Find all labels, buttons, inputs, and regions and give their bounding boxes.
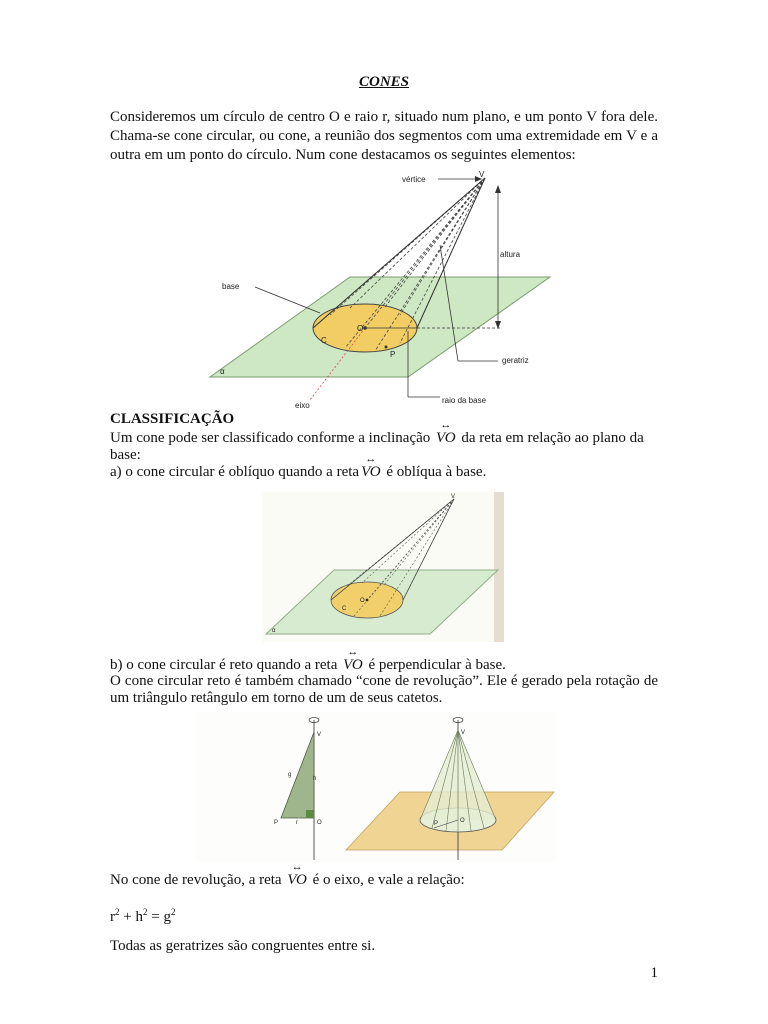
intro-paragraph: Consideremos um círculo de centro O e raio r, situado num plano, e um ponto V fora dele. Chama-se cone circular, ou cone, a reunião dos segmentos com uma extremidade em V e a outra em um ponto do círculo. Num cone destacamos os seguintes elementos: — [110, 109, 658, 163]
classification-text-b: da reta em relação ao plano da — [461, 430, 644, 446]
h-label: h — [313, 776, 317, 782]
revolution-text-b: é o eixo, e vale a relação: — [312, 872, 465, 888]
alpha-label: α — [220, 367, 225, 376]
v-label: V — [451, 494, 456, 500]
o-label: O — [317, 820, 322, 826]
p-label: P — [390, 350, 396, 359]
right-cone-text-a: b) o cone circular é reto quando a reta — [110, 657, 338, 673]
g-label: g — [288, 772, 292, 778]
revolution-line — [110, 861, 465, 890]
v-label: V — [479, 170, 485, 179]
o-label: O — [360, 598, 365, 604]
r-label: r — [296, 820, 298, 826]
generatrix-label: geratriz — [502, 356, 529, 365]
v-label-cone: V — [461, 730, 466, 736]
radius-label: raio da base — [442, 396, 487, 405]
o-label-cone: O — [460, 818, 465, 824]
height-label: altura — [500, 250, 521, 259]
axis-label: eixo — [295, 401, 310, 410]
right-cone-text-b: é perpendicular à base. — [368, 657, 506, 673]
oblique-text-a: a) o cone circular é oblíquo quando a reta — [110, 464, 360, 480]
o-label: O — [357, 324, 364, 333]
alpha-label: α — [272, 628, 276, 634]
v-label: V — [317, 732, 322, 738]
classification-line-2: base: — [110, 447, 141, 463]
vertex-label: vértice — [402, 175, 426, 184]
oblique-cone-figure — [262, 492, 504, 642]
p-label: P — [274, 820, 279, 826]
vo-vector: ↔ VO — [436, 419, 456, 446]
revolution-text-a: No cone de revolução, a reta — [110, 872, 282, 888]
page-number: 1 — [650, 965, 658, 981]
vo-vector: ↔ VO — [343, 646, 363, 673]
revolution-figure — [196, 712, 556, 862]
base-label: base — [222, 282, 240, 291]
p-label-cone: P — [434, 821, 439, 827]
oblique-text-b: é oblíqua à base. — [386, 464, 487, 480]
c-label: C — [342, 606, 347, 612]
oblique-line — [110, 453, 487, 482]
classification-text-a: Um cone pode ser classificado conforme a inclinação — [110, 430, 431, 446]
cone-elements-figure — [200, 165, 560, 410]
closing-sentence: Todas as geratrizes são congruentes entre si. — [110, 938, 376, 954]
classification-heading: CLASSIFICAÇÃO — [110, 411, 235, 427]
c-label: C — [321, 336, 327, 345]
vo-vector: ↔ VO — [361, 453, 381, 480]
page-title: CONES — [358, 74, 410, 90]
vo-vector: ↔ VO — [287, 861, 307, 888]
pythagorean-relation: $r^2 + h^2 = g^2$ — [110, 907, 176, 925]
revolution-description: O cone circular reto é também chamado “cone de revolução”. Ele é gerado pela rotação de um triângulo retângulo em torno de um de seus catetos. — [110, 673, 658, 706]
